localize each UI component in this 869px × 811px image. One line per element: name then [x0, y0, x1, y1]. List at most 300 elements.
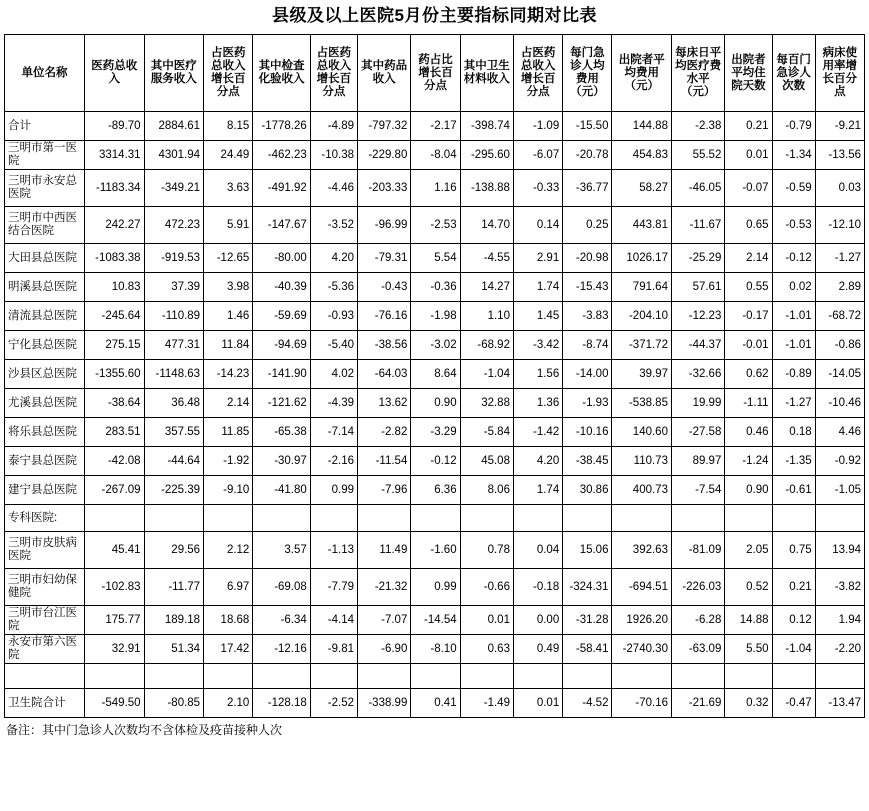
cell-value: 3.57	[253, 532, 310, 569]
cell-value: 14.70	[460, 207, 513, 244]
cell-value: -0.79	[772, 112, 815, 141]
table-row	[5, 606, 865, 635]
cell-value: 11.84	[204, 331, 253, 360]
cell-value: -80.00	[253, 244, 310, 273]
column-header-1: 医药总收入	[85, 35, 145, 112]
cell-value: -12.65	[204, 244, 253, 273]
column-header-15: 病床使用率增长百分点	[815, 35, 864, 112]
cell-value: -226.03	[671, 569, 724, 606]
cell-value: -11.77	[144, 569, 204, 606]
cell-value: -338.99	[358, 689, 411, 718]
cell-value: 4301.94	[144, 141, 204, 170]
cell-value: 0.49	[513, 635, 562, 664]
cell-value	[671, 505, 724, 532]
cell-value: 4.46	[815, 418, 864, 447]
cell-value	[204, 505, 253, 532]
cell-value	[612, 505, 672, 532]
table-row	[5, 170, 865, 207]
cell-value: 36.48	[144, 389, 204, 418]
cell-value	[358, 664, 411, 689]
cell-value: -58.41	[563, 635, 612, 664]
cell-value	[204, 664, 253, 689]
cell-value: -4.39	[310, 389, 357, 418]
cell-value: 0.32	[725, 689, 772, 718]
cell-value: -0.86	[815, 331, 864, 360]
cell-value: -225.39	[144, 476, 204, 505]
cell-value	[725, 505, 772, 532]
table-row	[5, 141, 865, 170]
cell-value: -1.04	[460, 360, 513, 389]
cell-value: 242.27	[85, 207, 145, 244]
cell-value: -349.21	[144, 170, 204, 207]
row-label: 专科医院:	[5, 505, 85, 532]
cell-value: -5.36	[310, 273, 357, 302]
cell-value: -462.23	[253, 141, 310, 170]
row-label: 将乐县总医院	[5, 418, 85, 447]
row-label: 沙县区总医院	[5, 360, 85, 389]
cell-value: -1.27	[772, 389, 815, 418]
cell-value: -1183.34	[85, 170, 145, 207]
cell-value: -27.58	[671, 418, 724, 447]
cell-value: 2.05	[725, 532, 772, 569]
cell-value	[85, 664, 145, 689]
cell-value: -81.09	[671, 532, 724, 569]
cell-value: -9.21	[815, 112, 864, 141]
cell-value: 55.52	[671, 141, 724, 170]
cell-value: 0.14	[513, 207, 562, 244]
table-row	[5, 112, 865, 141]
cell-value: 3.98	[204, 273, 253, 302]
cell-value: 15.06	[563, 532, 612, 569]
cell-value: 0.65	[725, 207, 772, 244]
cell-value: -371.72	[612, 331, 672, 360]
cell-value: -10.38	[310, 141, 357, 170]
cell-value: -6.34	[253, 606, 310, 635]
cell-value: -1.93	[563, 389, 612, 418]
cell-value	[253, 664, 310, 689]
cell-value: -102.83	[85, 569, 145, 606]
cell-value: -147.67	[253, 207, 310, 244]
cell-value: 0.02	[772, 273, 815, 302]
table-header-row	[5, 35, 865, 112]
cell-value: -3.02	[411, 331, 460, 360]
cell-value: 0.04	[513, 532, 562, 569]
row-label: 永安市第六医院	[5, 635, 85, 664]
cell-value: 8.64	[411, 360, 460, 389]
cell-value: 0.99	[310, 476, 357, 505]
cell-value: 2884.61	[144, 112, 204, 141]
cell-value: 29.56	[144, 532, 204, 569]
cell-value: -1148.63	[144, 360, 204, 389]
table-row	[5, 360, 865, 389]
cell-value: -59.69	[253, 302, 310, 331]
cell-value: -0.53	[772, 207, 815, 244]
cell-value: 392.63	[612, 532, 672, 569]
cell-value: 2.10	[204, 689, 253, 718]
table-note: 备注：其中门急诊人次数均不含体检及疫苗接种人次	[6, 723, 283, 737]
table-row	[5, 207, 865, 244]
cell-value: 0.12	[772, 606, 815, 635]
cell-value: -76.16	[358, 302, 411, 331]
cell-value: -1.04	[772, 635, 815, 664]
cell-value: -38.45	[563, 447, 612, 476]
cell-value: -7.96	[358, 476, 411, 505]
page-title: 县级及以上医院5月份主要指标同期对比表	[272, 6, 597, 25]
cell-value: -65.38	[253, 418, 310, 447]
cell-value: 32.88	[460, 389, 513, 418]
cell-value: -7.07	[358, 606, 411, 635]
cell-value: 45.41	[85, 532, 145, 569]
cell-value: 89.97	[671, 447, 724, 476]
cell-value: -0.92	[815, 447, 864, 476]
cell-value: 57.61	[671, 273, 724, 302]
cell-value: -141.90	[253, 360, 310, 389]
cell-value: 0.21	[725, 112, 772, 141]
column-header-12: 每床日平均医疗费水平（元）	[671, 35, 724, 112]
cell-value: 275.15	[85, 331, 145, 360]
table-row	[5, 244, 865, 273]
cell-value: 1.16	[411, 170, 460, 207]
cell-value: 0.21	[772, 569, 815, 606]
cell-value: 5.91	[204, 207, 253, 244]
cell-value: -11.67	[671, 207, 724, 244]
cell-value: -203.33	[358, 170, 411, 207]
cell-value: 0.90	[725, 476, 772, 505]
cell-value: -0.33	[513, 170, 562, 207]
cell-value: -1778.26	[253, 112, 310, 141]
cell-value: -1.92	[204, 447, 253, 476]
cell-value: -2.20	[815, 635, 864, 664]
cell-value: -68.72	[815, 302, 864, 331]
cell-value: -20.78	[563, 141, 612, 170]
cell-value: 472.23	[144, 207, 204, 244]
cell-value: 1.45	[513, 302, 562, 331]
cell-value: 8.15	[204, 112, 253, 141]
column-header-7: 药占比增长百分点	[411, 35, 460, 112]
cell-value: -5.84	[460, 418, 513, 447]
cell-value	[144, 505, 204, 532]
cell-value: -1.01	[772, 331, 815, 360]
cell-value: -6.07	[513, 141, 562, 170]
cell-value: -6.28	[671, 606, 724, 635]
cell-value: 14.88	[725, 606, 772, 635]
cell-value: 3314.31	[85, 141, 145, 170]
cell-value: 0.90	[411, 389, 460, 418]
cell-value: -3.83	[563, 302, 612, 331]
cell-value: -32.66	[671, 360, 724, 389]
cell-value: -0.47	[772, 689, 815, 718]
cell-value: -245.64	[85, 302, 145, 331]
cell-value: -31.28	[563, 606, 612, 635]
row-label: 尤溪县总医院	[5, 389, 85, 418]
cell-value: 13.62	[358, 389, 411, 418]
cell-value	[460, 505, 513, 532]
cell-value: -94.69	[253, 331, 310, 360]
cell-value: -41.80	[253, 476, 310, 505]
cell-value: -138.88	[460, 170, 513, 207]
cell-value: -2.17	[411, 112, 460, 141]
cell-value: 0.46	[725, 418, 772, 447]
column-header-8: 其中卫生材料收入	[460, 35, 513, 112]
cell-value: -549.50	[85, 689, 145, 718]
table-row	[5, 505, 865, 532]
cell-value: 3.63	[204, 170, 253, 207]
cell-value: 454.83	[612, 141, 672, 170]
column-header-14: 每百门急诊人次数	[772, 35, 815, 112]
cell-value: 4.20	[310, 244, 357, 273]
cell-value: -7.54	[671, 476, 724, 505]
cell-value: 4.02	[310, 360, 357, 389]
cell-value: -2.16	[310, 447, 357, 476]
cell-value: 18.68	[204, 606, 253, 635]
cell-value: 2.89	[815, 273, 864, 302]
cell-value: -64.03	[358, 360, 411, 389]
table-row	[5, 664, 865, 689]
cell-value: -5.40	[310, 331, 357, 360]
cell-value: 51.34	[144, 635, 204, 664]
cell-value: 1926.20	[612, 606, 672, 635]
cell-value: -1.27	[815, 244, 864, 273]
cell-value: -13.47	[815, 689, 864, 718]
cell-value: -3.42	[513, 331, 562, 360]
cell-value: -0.59	[772, 170, 815, 207]
cell-value: 443.81	[612, 207, 672, 244]
cell-value: 17.42	[204, 635, 253, 664]
cell-value: -1355.60	[85, 360, 145, 389]
cell-value: -8.74	[563, 331, 612, 360]
column-header-3: 占医药总收入增长百分点	[204, 35, 253, 112]
cell-value: -797.32	[358, 112, 411, 141]
cell-value	[460, 664, 513, 689]
cell-value: 1.36	[513, 389, 562, 418]
cell-value: -110.89	[144, 302, 204, 331]
cell-value: -2.82	[358, 418, 411, 447]
cell-value: -1.24	[725, 447, 772, 476]
cell-value: -295.60	[460, 141, 513, 170]
cell-value: -10.46	[815, 389, 864, 418]
row-label	[5, 664, 85, 689]
cell-value: 0.99	[411, 569, 460, 606]
cell-value: 1.56	[513, 360, 562, 389]
row-label: 卫生院合计	[5, 689, 85, 718]
table-row	[5, 476, 865, 505]
cell-value	[725, 664, 772, 689]
cell-value: -14.23	[204, 360, 253, 389]
cell-value: -128.18	[253, 689, 310, 718]
cell-value: -79.31	[358, 244, 411, 273]
row-label: 宁化县总医院	[5, 331, 85, 360]
cell-value: 10.83	[85, 273, 145, 302]
cell-value: -14.05	[815, 360, 864, 389]
cell-value: -1.49	[460, 689, 513, 718]
cell-value	[563, 664, 612, 689]
table-row	[5, 447, 865, 476]
cell-value	[671, 664, 724, 689]
cell-value: -44.37	[671, 331, 724, 360]
cell-value: -46.05	[671, 170, 724, 207]
row-label: 三明市台江医院	[5, 606, 85, 635]
cell-value: 1.10	[460, 302, 513, 331]
cell-value: -0.12	[411, 447, 460, 476]
cell-value: -0.66	[460, 569, 513, 606]
cell-value	[815, 664, 864, 689]
cell-value: -0.89	[772, 360, 815, 389]
cell-value: 791.64	[612, 273, 672, 302]
cell-value: 477.31	[144, 331, 204, 360]
cell-value: 0.63	[460, 635, 513, 664]
column-header-4: 其中检查化验收入	[253, 35, 310, 112]
cell-value: -919.53	[144, 244, 204, 273]
cell-value: -9.81	[310, 635, 357, 664]
cell-value	[513, 664, 562, 689]
cell-value: 2.14	[204, 389, 253, 418]
cell-value	[253, 505, 310, 532]
row-label: 大田县总医院	[5, 244, 85, 273]
cell-value: -1.09	[513, 112, 562, 141]
cell-value: 0.78	[460, 532, 513, 569]
table-row	[5, 532, 865, 569]
cell-value: -324.31	[563, 569, 612, 606]
cell-value: 0.52	[725, 569, 772, 606]
cell-value: -44.64	[144, 447, 204, 476]
cell-value: 189.18	[144, 606, 204, 635]
cell-value: 110.73	[612, 447, 672, 476]
cell-value: -694.51	[612, 569, 672, 606]
cell-value: -6.90	[358, 635, 411, 664]
cell-value: 2.14	[725, 244, 772, 273]
cell-value: 144.88	[612, 112, 672, 141]
cell-value: 2.91	[513, 244, 562, 273]
cell-value: 0.01	[725, 141, 772, 170]
cell-value: -1.42	[513, 418, 562, 447]
cell-value	[358, 505, 411, 532]
cell-value: -229.80	[358, 141, 411, 170]
cell-value: -0.43	[358, 273, 411, 302]
cell-value: -0.01	[725, 331, 772, 360]
cell-value: -25.29	[671, 244, 724, 273]
cell-value: -1083.38	[85, 244, 145, 273]
cell-value: -36.77	[563, 170, 612, 207]
cell-value: 0.55	[725, 273, 772, 302]
cell-value: -0.12	[772, 244, 815, 273]
cell-value: -2.53	[411, 207, 460, 244]
cell-value: -20.98	[563, 244, 612, 273]
column-header-10: 每门急诊人均费用（元）	[563, 35, 612, 112]
cell-value: -89.70	[85, 112, 145, 141]
cell-value: 283.51	[85, 418, 145, 447]
cell-value: -11.54	[358, 447, 411, 476]
cell-value: -0.18	[513, 569, 562, 606]
cell-value: 39.97	[612, 360, 672, 389]
cell-value: -12.10	[815, 207, 864, 244]
cell-value: 13.94	[815, 532, 864, 569]
cell-value: 45.08	[460, 447, 513, 476]
cell-value: -9.10	[204, 476, 253, 505]
comparison-table	[4, 34, 865, 718]
cell-value: 8.06	[460, 476, 513, 505]
cell-value: 11.85	[204, 418, 253, 447]
cell-value: -0.17	[725, 302, 772, 331]
cell-value: -30.97	[253, 447, 310, 476]
cell-value: 37.39	[144, 273, 204, 302]
column-header-9: 占医药总收入增长百分点	[513, 35, 562, 112]
cell-value: -3.82	[815, 569, 864, 606]
cell-value: -1.35	[772, 447, 815, 476]
row-label: 三明市中西医结合医院	[5, 207, 85, 244]
column-header-6: 其中药品收入	[358, 35, 411, 112]
cell-value: -1.05	[815, 476, 864, 505]
row-label: 三明市妇幼保健院	[5, 569, 85, 606]
cell-value: -4.52	[563, 689, 612, 718]
cell-value: -7.79	[310, 569, 357, 606]
cell-value	[772, 664, 815, 689]
cell-value: -0.61	[772, 476, 815, 505]
cell-value: -1.60	[411, 532, 460, 569]
cell-value: 400.73	[612, 476, 672, 505]
cell-value: -267.09	[85, 476, 145, 505]
cell-value: 1.74	[513, 273, 562, 302]
cell-value: 5.54	[411, 244, 460, 273]
cell-value: -0.07	[725, 170, 772, 207]
table-row	[5, 302, 865, 331]
cell-value: -3.29	[411, 418, 460, 447]
cell-value	[411, 664, 460, 689]
cell-value: -15.43	[563, 273, 612, 302]
cell-value: 2.12	[204, 532, 253, 569]
cell-value: 0.03	[815, 170, 864, 207]
cell-value: 1.74	[513, 476, 562, 505]
cell-value: 0.25	[563, 207, 612, 244]
cell-value: -14.54	[411, 606, 460, 635]
row-label: 建宁县总医院	[5, 476, 85, 505]
cell-value: 357.55	[144, 418, 204, 447]
cell-value: -4.89	[310, 112, 357, 141]
row-label: 三明市第一医院	[5, 141, 85, 170]
table-row	[5, 389, 865, 418]
cell-value: 175.77	[85, 606, 145, 635]
cell-value: -96.99	[358, 207, 411, 244]
cell-value: 0.18	[772, 418, 815, 447]
cell-value: 1026.17	[612, 244, 672, 273]
row-label: 明溪县总医院	[5, 273, 85, 302]
row-label: 泰宁县总医院	[5, 447, 85, 476]
cell-value: -63.09	[671, 635, 724, 664]
cell-value: -15.50	[563, 112, 612, 141]
cell-value: -4.14	[310, 606, 357, 635]
cell-value: 14.27	[460, 273, 513, 302]
row-label: 合计	[5, 112, 85, 141]
cell-value: 0.75	[772, 532, 815, 569]
cell-value: -398.74	[460, 112, 513, 141]
cell-value	[144, 664, 204, 689]
cell-value: -1.01	[772, 302, 815, 331]
cell-value: -21.69	[671, 689, 724, 718]
cell-value: -1.11	[725, 389, 772, 418]
column-header-5: 占医药总收入增长百分点	[310, 35, 357, 112]
cell-value	[310, 664, 357, 689]
cell-value: -491.92	[253, 170, 310, 207]
cell-value: 4.20	[513, 447, 562, 476]
cell-value: -4.46	[310, 170, 357, 207]
cell-value	[772, 505, 815, 532]
cell-value: -7.14	[310, 418, 357, 447]
column-header-2: 其中医疗服务收入	[144, 35, 204, 112]
column-header-0: 单位名称	[5, 35, 85, 112]
cell-value: 24.49	[204, 141, 253, 170]
cell-value	[411, 505, 460, 532]
cell-value: -538.85	[612, 389, 672, 418]
cell-value: -38.64	[85, 389, 145, 418]
